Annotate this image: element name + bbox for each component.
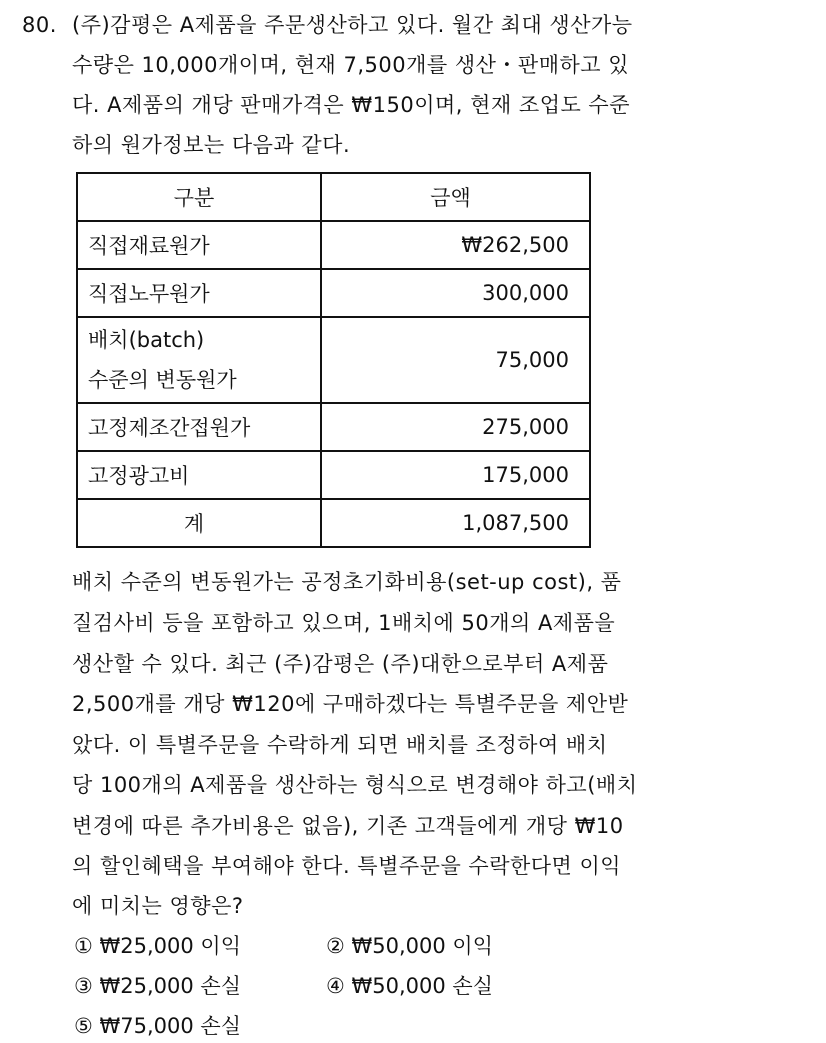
cost-table bbox=[76, 172, 591, 548]
table-row bbox=[77, 317, 590, 403]
intro-line: (주)감평은 A제품을 주문생산하고 있다. 월간 최대 생산가능 bbox=[72, 13, 633, 37]
header-category: 구분 bbox=[77, 173, 321, 221]
header-amount: 금액 bbox=[321, 173, 590, 221]
row-label-line1: 배치(batch) bbox=[88, 328, 205, 352]
row-amount: 275,000 bbox=[321, 403, 590, 451]
body-line: 당 100개의 A제품을 생산하는 형식으로 변경해야 하고(배치 bbox=[72, 773, 638, 797]
intro-line: 하의 원가정보는 다음과 같다. bbox=[72, 133, 351, 157]
row-label: 고정광고비 bbox=[77, 451, 321, 499]
body-line: 았다. 이 특별주문을 수락하게 되면 배치를 조정하여 배치 bbox=[72, 733, 608, 757]
row-amount: 175,000 bbox=[321, 451, 590, 499]
option-2[interactable]: ② ₩50,000 이익 bbox=[326, 934, 493, 958]
intro-line: 다. A제품의 개당 판매가격은 ₩150이며, 현재 조업도 수준 bbox=[72, 93, 631, 117]
row-label bbox=[77, 317, 321, 403]
body-line: 질검사비 등을 포함하고 있으며, 1배치에 50개의 A제품을 bbox=[72, 611, 616, 635]
body-line: 변경에 따른 추가비용은 없음), 기존 고객들에게 개당 ₩10 bbox=[72, 814, 624, 838]
row-amount: 75,000 bbox=[321, 317, 590, 403]
question-number: 80. bbox=[22, 13, 57, 37]
table-header-row bbox=[77, 173, 590, 221]
body-line: 배치 수준의 변동원가는 공정초기화비용(set-up cost), 품 bbox=[72, 570, 622, 594]
option-3[interactable]: ③ ₩25,000 손실 bbox=[74, 974, 241, 998]
body-line: 2,500개를 개당 ₩120에 구매하겠다는 특별주문을 제안받 bbox=[72, 692, 629, 716]
total-label: 계 bbox=[77, 499, 321, 547]
option-5[interactable]: ⑤ ₩75,000 손실 bbox=[74, 1014, 241, 1038]
table-row bbox=[77, 269, 590, 317]
table-total-row bbox=[77, 499, 590, 547]
table-row bbox=[77, 221, 590, 269]
body-line: 생산할 수 있다. 최근 (주)감평은 (주)대한으로부터 A제품 bbox=[72, 652, 609, 676]
total-amount: 1,087,500 bbox=[321, 499, 590, 547]
body-line: 의 할인혜택을 부여해야 한다. 특별주문을 수락한다면 이익 bbox=[72, 854, 622, 878]
option-4[interactable]: ④ ₩50,000 손실 bbox=[326, 974, 493, 998]
body-line: 에 미치는 영향은? bbox=[72, 894, 244, 918]
option-1[interactable]: ① ₩25,000 이익 bbox=[74, 934, 241, 958]
table-row bbox=[77, 403, 590, 451]
row-label: 직접노무원가 bbox=[77, 269, 321, 317]
row-label: 직접재료원가 bbox=[77, 221, 321, 269]
row-amount: ₩262,500 bbox=[321, 221, 590, 269]
row-label: 고정제조간접원가 bbox=[77, 403, 321, 451]
intro-line: 수량은 10,000개이며, 현재 7,500개를 생산・판매하고 있 bbox=[72, 53, 630, 77]
row-label-line2: 수준의 변동원가 bbox=[88, 368, 237, 392]
row-amount: 300,000 bbox=[321, 269, 590, 317]
table-row bbox=[77, 451, 590, 499]
